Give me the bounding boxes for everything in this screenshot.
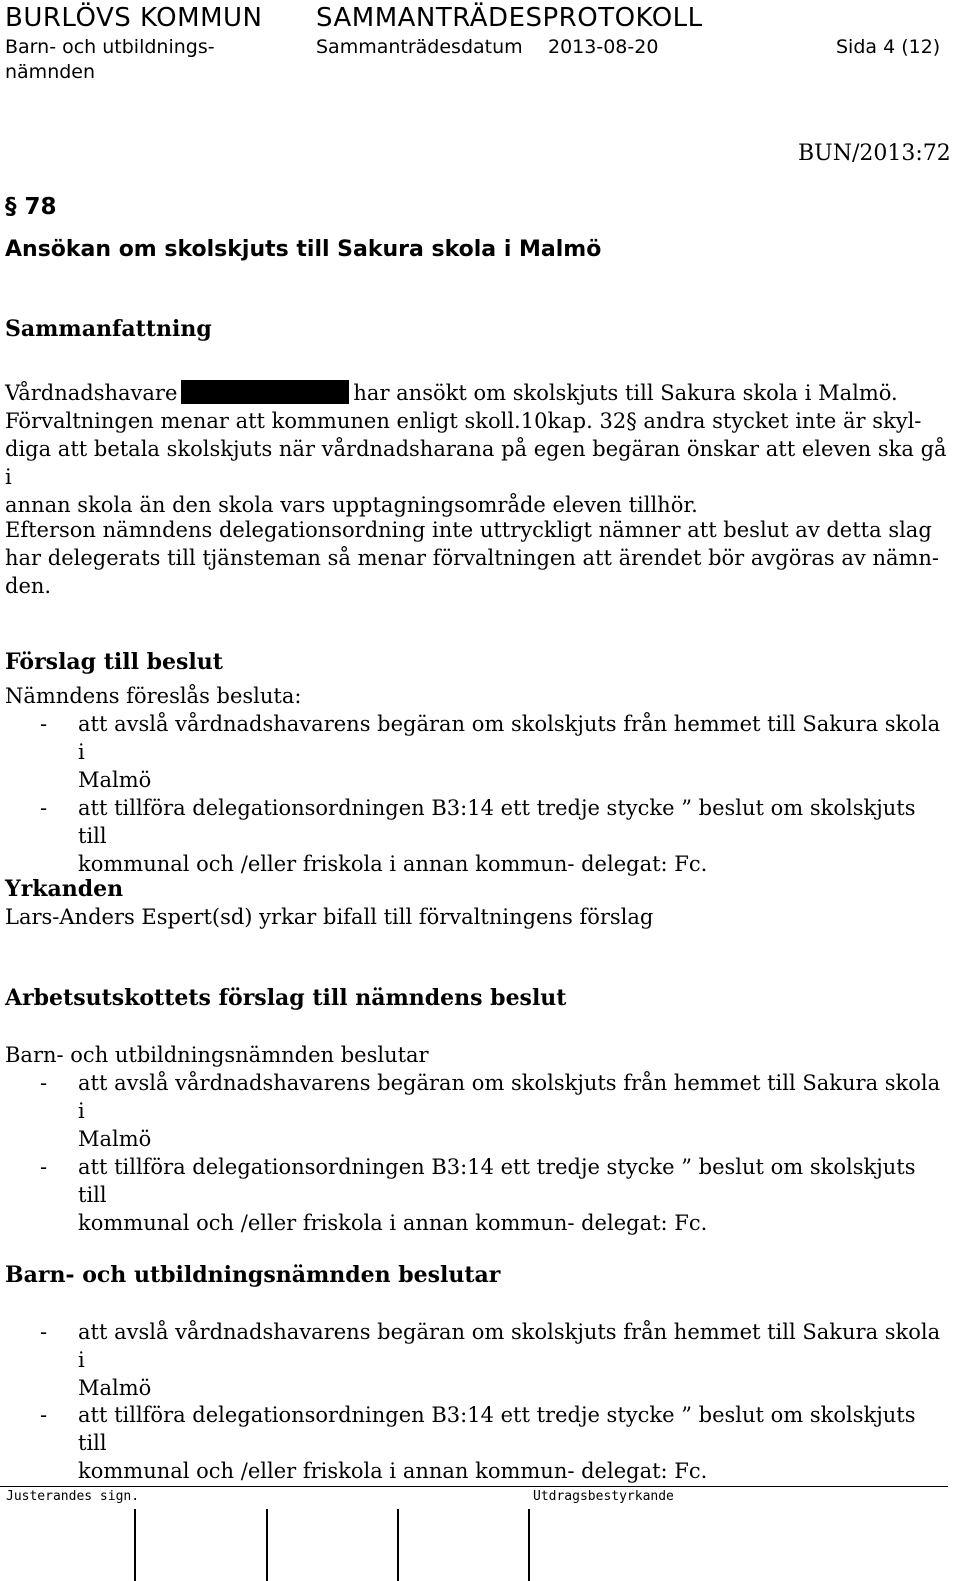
list-dash: - xyxy=(40,1155,48,1179)
list-dash: - xyxy=(40,1403,48,1427)
list-dash: - xyxy=(40,712,48,736)
summary-line-1 xyxy=(5,379,950,407)
proposal-item xyxy=(5,710,950,794)
proposal-item xyxy=(5,794,950,878)
summary-heading: Sammanfattning xyxy=(5,316,212,342)
list-dash: - xyxy=(40,796,48,820)
committee-proposal-item-line-2: Malmö xyxy=(78,1127,152,1151)
committee-proposal-item xyxy=(5,1069,950,1153)
meeting-date-label: Sammanträdesdatum xyxy=(316,36,523,58)
item-title: Ansökan om skolskjuts till Sakura skola i Malmö xyxy=(5,237,602,262)
signature-box-divider xyxy=(134,1509,136,1581)
motions-text: Lars-Anders Espert(sd) yrkar bifall till förvaltningens förslag xyxy=(5,905,654,929)
decision-item-body xyxy=(5,1318,950,1402)
committee-proposal-section xyxy=(5,1041,950,1237)
committee-proposal-item xyxy=(5,1153,950,1237)
paragraph-number: § 78 xyxy=(5,194,57,220)
signature-label: Justerandes sign. xyxy=(6,1489,140,1504)
summary-line-3: diga att betala skolskjuts när vårdnadsharana på egen begäran önskar att eleven ska gå i xyxy=(5,437,947,489)
proposal-item-line-2: Malmö xyxy=(78,768,152,792)
committee-proposal-item-line-1: att tillföra delegationsordningen B3:14 ett tredje stycke ” beslut om skolskjuts till xyxy=(78,1155,916,1207)
org-name: BURLÖVS KOMMUN xyxy=(5,3,263,33)
page-number: Sida 4 (12) xyxy=(836,36,941,58)
summary-paragraph-1 xyxy=(5,379,950,519)
proposal-section xyxy=(5,682,950,878)
signature-footer xyxy=(0,1486,948,1581)
committee-proposal-heading: Arbetsutskottets förslag till nämndens beslut xyxy=(5,985,567,1011)
document-type: SAMMANTRÄDESPROTOKOLL xyxy=(316,3,703,33)
list-dash: - xyxy=(40,1071,48,1095)
signature-box-divider xyxy=(528,1509,530,1581)
decision-item-line-2: kommunal och /eller friskola i annan kommun- delegat: Fc. xyxy=(78,1459,708,1483)
decision-item-body xyxy=(5,1401,950,1485)
summary-paragraph-2 xyxy=(5,516,950,600)
signature-box-divider xyxy=(266,1509,268,1581)
case-number: BUN/2013:72 xyxy=(798,141,951,166)
proposal-intro: Nämndens föreslås besluta: xyxy=(5,684,302,708)
redaction-block xyxy=(181,380,349,404)
meeting-date: 2013-08-20 xyxy=(548,36,659,58)
decision-item-line-1: att avslå vårdnadshavarens begäran om skolskjuts från hemmet till Sakura skola i xyxy=(78,1320,941,1372)
summary-line-4: annan skola än den skola vars upptagningsområde eleven tillhör. xyxy=(5,493,698,517)
decision-item xyxy=(5,1401,950,1485)
committee-proposal-intro: Barn- och utbildningsnämnden beslutar xyxy=(5,1043,429,1067)
committee-name-line2: nämnden xyxy=(5,61,96,83)
committee-name-line1: Barn- och utbildnings- xyxy=(5,36,215,58)
summary-line-2: Förvaltningen menar att kommunen enligt skoll.10kap. 32§ andra stycket inte är skyl- xyxy=(5,409,922,433)
list-dash: - xyxy=(40,1320,48,1344)
summary-p2-line-3: den. xyxy=(5,574,52,598)
proposal-heading: Förslag till beslut xyxy=(5,649,223,675)
proposal-item-line-2: kommunal och /eller friskola i annan kommun- delegat: Fc. xyxy=(78,852,708,876)
summary-p2-line-2: har delegerats till tjänsteman så menar förvaltningen att ärendet bör avgöras av nämn- xyxy=(5,546,940,570)
committee-proposal-item-line-1: att avslå vårdnadshavarens begäran om skolskjuts från hemmet till Sakura skola i xyxy=(78,1071,941,1123)
signature-box-divider xyxy=(397,1509,399,1581)
decision-item-line-1: att tillföra delegationsordningen B3:14 ett tredje stycke ” beslut om skolskjuts till xyxy=(78,1403,916,1455)
extract-certification-label: Utdragsbestyrkande xyxy=(533,1489,674,1504)
decision-heading: Barn- och utbildningsnämnden beslutar xyxy=(5,1262,501,1288)
proposal-item-line-1: att tillföra delegationsordningen B3:14 ett tredje stycke ” beslut om skolskjuts till xyxy=(78,796,916,848)
summary-p2-line-1: Efterson nämndens delegationsordning inte uttryckligt nämner att beslut av detta slag xyxy=(5,518,932,542)
summary-text-after-redaction: har ansökt om skolskjuts till Sakura skola i Malmö. xyxy=(353,381,898,405)
motions-heading: Yrkanden xyxy=(5,876,124,902)
proposal-item-line-1: att avslå vårdnadshavarens begäran om skolskjuts från hemmet till Sakura skola i xyxy=(78,712,941,764)
decision-item-line-2: Malmö xyxy=(78,1376,152,1400)
committee-proposal-item-line-2: kommunal och /eller friskola i annan kommun- delegat: Fc. xyxy=(78,1211,708,1235)
decision-item xyxy=(5,1318,950,1402)
summary-text-before-redaction: Vårdnadshavare xyxy=(5,381,178,405)
